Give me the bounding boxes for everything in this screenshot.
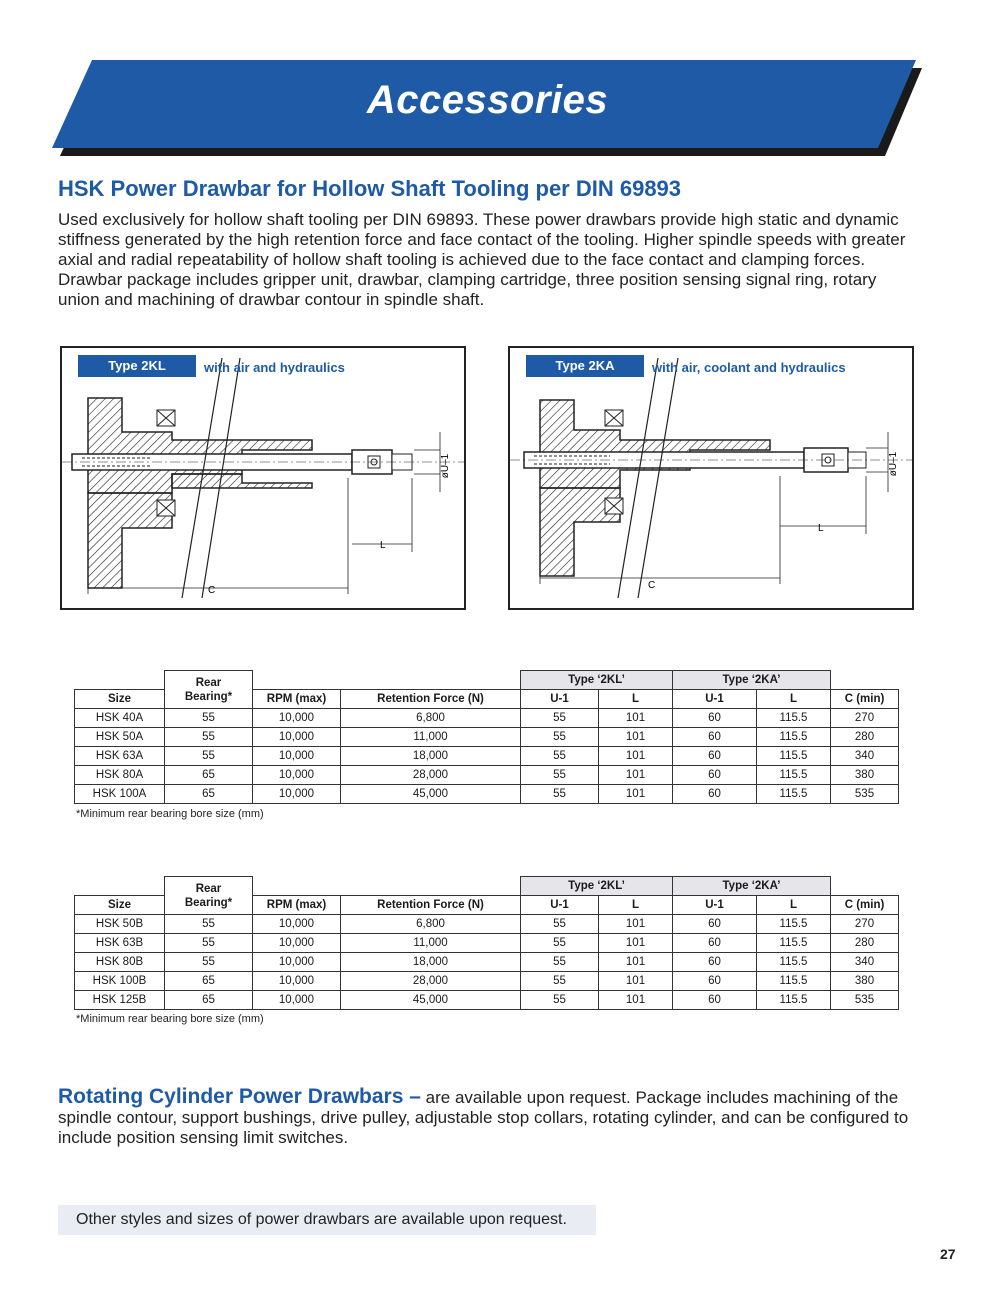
- table-cell: 55: [521, 747, 599, 766]
- table-cell: 380: [831, 766, 899, 785]
- header-l: L: [599, 896, 673, 915]
- table-cell: 115.5: [757, 972, 831, 991]
- table-cell: 55: [165, 728, 253, 747]
- table-cell: 101: [599, 766, 673, 785]
- table-cell: 10,000: [253, 747, 341, 766]
- table-cell: 115.5: [757, 991, 831, 1010]
- header-type-2ka: Type ‘2KA’: [673, 671, 831, 690]
- table-cell: HSK 100B: [75, 972, 165, 991]
- dim-c-label: C: [208, 585, 216, 596]
- table-cell: 55: [165, 934, 253, 953]
- table-cell: 270: [831, 709, 899, 728]
- page-number: 27: [940, 1246, 956, 1262]
- table-cell: 28,000: [341, 766, 521, 785]
- table-cell: 115.5: [757, 766, 831, 785]
- header-u1: U-1: [673, 690, 757, 709]
- section-intro: Used exclusively for hollow shaft tooling per DIN 69893. These power drawbars provide high static and dynamic stiffness generated by the high retention force and face contact of the tooling. Higher spindle speeds with greater axial and radial repeatability of hollow shaft tooling is achieved due to the face contact and clamping forces. Drawbar package includes gripper unit, drawbar, clamping cartridge, three position sensing signal ring, rotary union and machining of drawbar contour in spindle shaft.: [58, 210, 906, 309]
- header-retention: Retention Force (N): [341, 690, 521, 709]
- table-row: [75, 766, 899, 785]
- table-cell: HSK 80B: [75, 953, 165, 972]
- table-cell: 115.5: [757, 915, 831, 934]
- dim-c-label: C: [648, 580, 656, 591]
- diagram-type-2kl: [60, 346, 466, 610]
- table-cell: 18,000: [341, 747, 521, 766]
- table-cell: 115.5: [757, 728, 831, 747]
- header-l: L: [757, 896, 831, 915]
- table-cell: 60: [673, 972, 757, 991]
- table-cell: 115.5: [757, 709, 831, 728]
- table-row: [75, 785, 899, 804]
- table-row: [75, 953, 899, 972]
- table-cell: 535: [831, 785, 899, 804]
- table-cell: 10,000: [253, 709, 341, 728]
- table-cell: 65: [165, 785, 253, 804]
- type-2kl-description: with air and hydraulics: [204, 360, 345, 375]
- table-cell: 65: [165, 972, 253, 991]
- table-cell: 340: [831, 953, 899, 972]
- header-cmin: C (min): [831, 690, 899, 709]
- table-row: [75, 915, 899, 934]
- dim-l-label: L: [380, 540, 386, 551]
- table-cell: HSK 50B: [75, 915, 165, 934]
- table-cell: 60: [673, 934, 757, 953]
- table-cell: 10,000: [253, 766, 341, 785]
- table-cell: 6,800: [341, 709, 521, 728]
- table-cell: 65: [165, 991, 253, 1010]
- table-cell: 55: [165, 709, 253, 728]
- table-cell: 55: [165, 953, 253, 972]
- table-cell: 6,800: [341, 915, 521, 934]
- header-size: Size: [75, 690, 165, 709]
- type-2ka-description: with air, coolant and hydraulics: [652, 360, 846, 375]
- table-cell: 101: [599, 709, 673, 728]
- table-cell: 11,000: [341, 934, 521, 953]
- header-size: Size: [75, 896, 165, 915]
- availability-note: [58, 1205, 596, 1235]
- header-banner: [0, 0, 1000, 160]
- table-cell: 10,000: [253, 972, 341, 991]
- table-cell: 10,000: [253, 934, 341, 953]
- header-rpm: RPM (max): [253, 896, 341, 915]
- page-title: Accessories: [366, 78, 609, 122]
- table-cell: 60: [673, 991, 757, 1010]
- table-a-footnote: *Minimum rear bearing bore size (mm): [76, 808, 264, 820]
- diagram-type-2ka: [508, 346, 914, 610]
- table-cell: 18,000: [341, 953, 521, 972]
- table-cell: HSK 80A: [75, 766, 165, 785]
- table-cell: 60: [673, 766, 757, 785]
- header-rpm: RPM (max): [253, 690, 341, 709]
- table-row: [75, 728, 899, 747]
- section-title: HSK Power Drawbar for Hollow Shaft Tooling per DIN 69893: [58, 176, 682, 201]
- table-cell: 101: [599, 972, 673, 991]
- table-row: [75, 747, 899, 766]
- table-cell: 115.5: [757, 785, 831, 804]
- table-cell: 55: [521, 953, 599, 972]
- header-l: L: [599, 690, 673, 709]
- rotating-cylinder-paragraph: [58, 1087, 918, 1148]
- table-cell: 55: [165, 747, 253, 766]
- type-2ka-tag: Type 2KA: [526, 355, 644, 377]
- header-rear-bearing: Rear Bearing*: [165, 671, 253, 709]
- table-cell: 10,000: [253, 915, 341, 934]
- table-row: [75, 972, 899, 991]
- table-cell: 45,000: [341, 991, 521, 1010]
- table-cell: 55: [521, 766, 599, 785]
- spec-table-a: [74, 670, 899, 804]
- table-cell: HSK 40A: [75, 709, 165, 728]
- drawbar-drawing: [62, 348, 464, 608]
- table-cell: HSK 63A: [75, 747, 165, 766]
- table-cell: 10,000: [253, 991, 341, 1010]
- table-cell: 65: [165, 766, 253, 785]
- table-cell: 60: [673, 709, 757, 728]
- dim-u1-label: øU–1: [888, 451, 899, 477]
- table-cell: 270: [831, 915, 899, 934]
- table-cell: 115.5: [757, 934, 831, 953]
- table-cell: 60: [673, 728, 757, 747]
- table-cell: HSK 50A: [75, 728, 165, 747]
- table-cell: HSK 125B: [75, 991, 165, 1010]
- header-l: L: [757, 690, 831, 709]
- table-cell: 60: [673, 747, 757, 766]
- header-u1: U-1: [673, 896, 757, 915]
- table-cell: 55: [165, 915, 253, 934]
- table-cell: 10,000: [253, 953, 341, 972]
- table-cell: 60: [673, 953, 757, 972]
- table-cell: 60: [673, 785, 757, 804]
- dim-u1-label: øU–1: [440, 453, 451, 479]
- table-cell: 101: [599, 785, 673, 804]
- table-cell: 340: [831, 747, 899, 766]
- header-type-2kl: Type ‘2KL’: [521, 671, 673, 690]
- drawbar-drawing: [510, 348, 912, 608]
- table-row: [75, 709, 899, 728]
- table-cell: HSK 63B: [75, 934, 165, 953]
- header-type-2kl: Type ‘2KL’: [521, 877, 673, 896]
- table-cell: 101: [599, 934, 673, 953]
- table-cell: 101: [599, 953, 673, 972]
- table-cell: 280: [831, 934, 899, 953]
- header-type-2ka: Type ‘2KA’: [673, 877, 831, 896]
- table-b-footnote: *Minimum rear bearing bore size (mm): [76, 1013, 264, 1025]
- availability-note-text: Other styles and sizes of power drawbars are available upon request.: [76, 1211, 567, 1228]
- table-row: [75, 991, 899, 1010]
- table-cell: 101: [599, 728, 673, 747]
- header-retention: Retention Force (N): [341, 896, 521, 915]
- table-cell: 101: [599, 991, 673, 1010]
- table-row: [75, 934, 899, 953]
- table-cell: 28,000: [341, 972, 521, 991]
- table-cell: 60: [673, 915, 757, 934]
- table-cell: 115.5: [757, 953, 831, 972]
- spec-table-b: [74, 876, 899, 1010]
- table-cell: 101: [599, 747, 673, 766]
- table-cell: 115.5: [757, 747, 831, 766]
- header-u1: U-1: [521, 896, 599, 915]
- table-cell: 55: [521, 728, 599, 747]
- table-cell: 535: [831, 991, 899, 1010]
- dim-l-label: L: [818, 523, 824, 534]
- table-cell: 55: [521, 991, 599, 1010]
- table-cell: 55: [521, 934, 599, 953]
- header-cmin: C (min): [831, 896, 899, 915]
- table-cell: 10,000: [253, 785, 341, 804]
- header-rear-bearing: Rear Bearing*: [165, 877, 253, 915]
- type-2kl-tag: Type 2KL: [78, 355, 196, 377]
- rotating-cylinder-heading: Rotating Cylinder Power Drawbars –: [58, 1085, 421, 1108]
- header-u1: U-1: [521, 690, 599, 709]
- table-cell: 101: [599, 915, 673, 934]
- table-cell: 55: [521, 972, 599, 991]
- table-cell: 55: [521, 785, 599, 804]
- table-cell: 55: [521, 709, 599, 728]
- table-cell: 380: [831, 972, 899, 991]
- table-cell: 10,000: [253, 728, 341, 747]
- rotating-cylinder-text: are available upon request. Package includes machining of the spindle contour, support bushings, drive pulley, adjustable stop collars, rotating cylinder, and can be configured to include position sensing limit switches.: [58, 1088, 909, 1147]
- table-cell: 280: [831, 728, 899, 747]
- table-cell: 55: [521, 915, 599, 934]
- table-cell: 45,000: [341, 785, 521, 804]
- table-cell: 11,000: [341, 728, 521, 747]
- table-cell: HSK 100A: [75, 785, 165, 804]
